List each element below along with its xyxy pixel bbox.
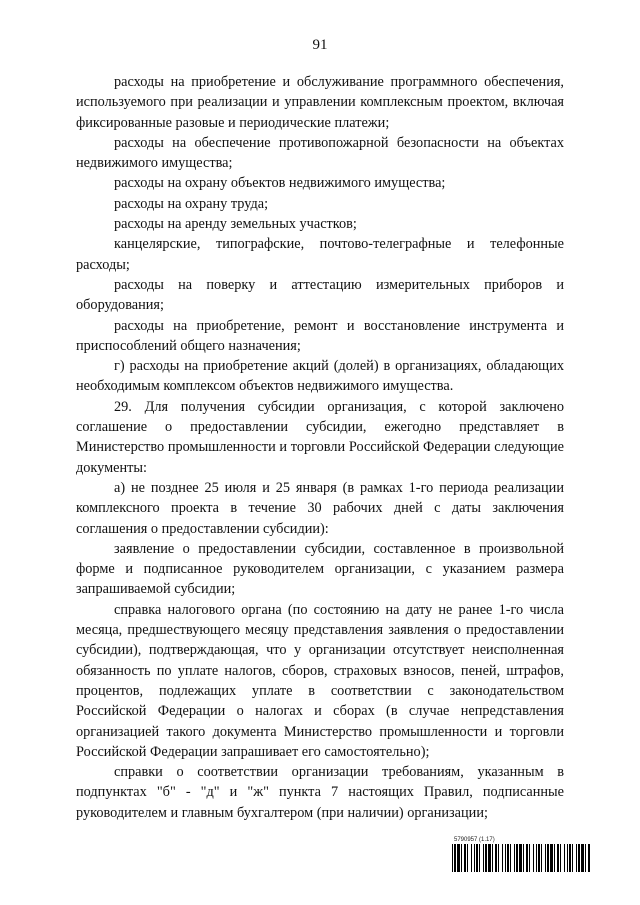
paragraph: расходы на охрану объектов недвижимого имущества; — [114, 175, 446, 192]
paragraph: а) не позднее 25 июля и 25 января (в рамках 1-го периода реализации комплексного проекта в течение 30 рабочих дней с даты заключения соглашения о предоставлении субсидии): — [76, 479, 564, 537]
paragraph: расходы на приобретение и обслуживание программного обеспечения, используемого при реализации и управлении комплексным проектом, включая фиксированные разовые и периодические платежи; — [76, 74, 564, 131]
paragraph: расходы на аренду земельных участков; — [114, 216, 357, 233]
paragraph: расходы на приобретение, ремонт и восстановление инструмента и приспособлений общего назначения; — [76, 317, 564, 354]
page-number: 91 — [312, 37, 328, 53]
paragraph: канцелярские, типографские, почтово-телеграфные и телефонные расходы; — [76, 236, 564, 273]
body-text — [76, 72, 564, 823]
barcode-block — [452, 836, 592, 872]
paragraph: расходы на охрану труда; — [114, 195, 269, 212]
barcode-caption: 5790957 (1.17) — [454, 837, 495, 843]
paragraph: 29. Для получения субсидии организация, с которой заключено соглашение о предоставлении субсидии, ежегодно представляет в Министерство промышленности и торговли Российской Федерации следующие документы: — [76, 398, 564, 476]
paragraph: расходы на обеспечение противопожарной безопасности на объектах недвижимого имущества; — [76, 134, 564, 172]
paragraph: справка налогового органа (по состоянию на дату не ранее 1-го числа месяца, предшествующего месяцу представления заявления о предоставлении субсидии), подтверждающая, что у организации отсутствует неисполненная обязанность по уплате налогов, сборов, страховых взносов, пеней, штрафов, процентов, подлежащих уплате в соответствии с законодательством Российской Федерации о налогах и сборах (в случае непредставления организацией такого документа Министерство промышленности и торговли Российской Федерации запрашивает его самостоятельно); — [76, 601, 564, 760]
paragraph: справки о соответствии организации требованиям, указанным в подпунктах "б" - "д" и "ж" пункта 7 настоящих Правил, подписанные руководителем и главным бухгалтером (при наличии) организации; — [76, 764, 564, 821]
paragraph: заявление о предоставлении субсидии, составленное в произвольной форме и подписанное руководителем организации, с указанием размера запрашиваемой субсидии; — [76, 540, 564, 598]
paragraph: г) расходы на приобретение акций (долей) в организациях, обладающих необходимым комплексом объектов недвижимого имущества. — [76, 358, 564, 395]
paragraph: расходы на поверку и аттестацию измерительных приборов и оборудования; — [76, 276, 564, 314]
barcode-icon — [452, 844, 592, 872]
